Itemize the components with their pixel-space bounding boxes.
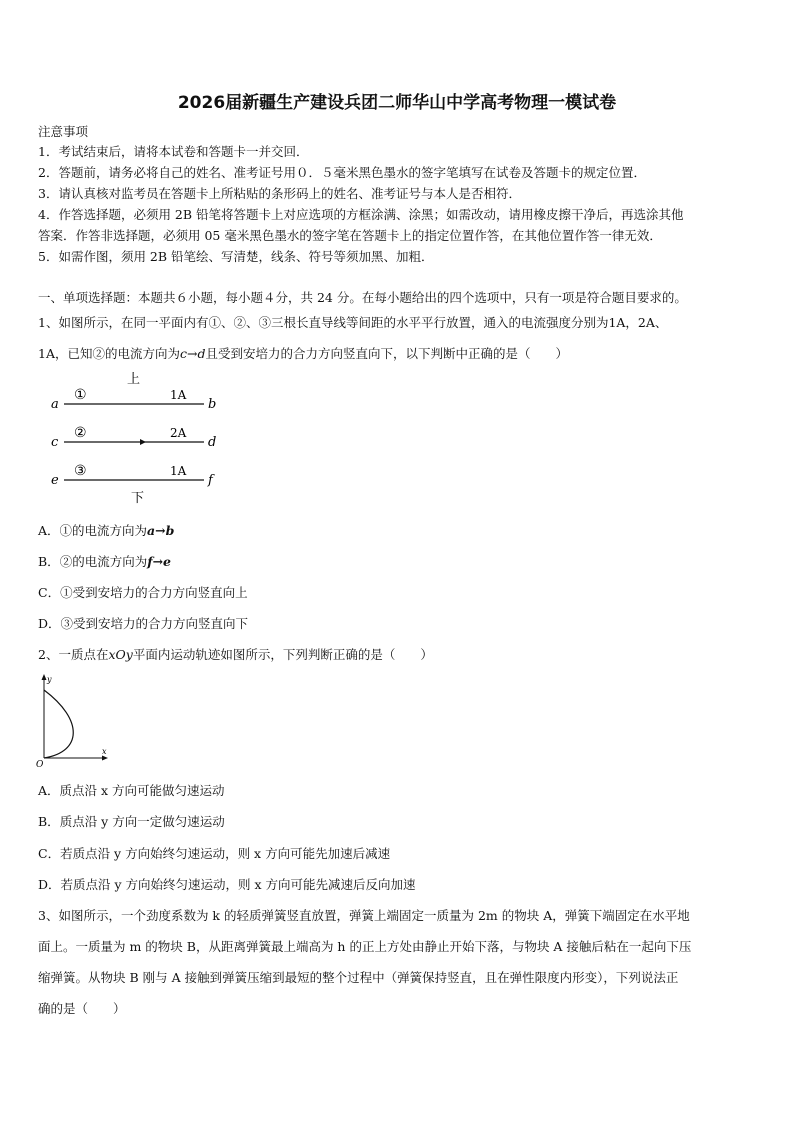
wire-3-left-label: e bbox=[51, 473, 59, 488]
q1-option-b bbox=[38, 552, 171, 570]
q1-stem-variable: c→d bbox=[179, 346, 206, 361]
q2-stem-variable: xOy bbox=[108, 647, 133, 662]
q2-option-b bbox=[38, 812, 225, 830]
q2-option-c bbox=[38, 844, 390, 862]
option-label: B． bbox=[38, 554, 60, 569]
q2-option-d bbox=[38, 875, 416, 893]
trajectory-curve bbox=[44, 690, 73, 758]
y-axis-arrow-icon bbox=[42, 674, 47, 680]
wire-1-right-label: b bbox=[208, 397, 217, 412]
q1-stem-text: 且受到安培力的合力方向竖直向下，以下判断中正确的是（ ） bbox=[205, 346, 568, 361]
option-variable: a→b bbox=[147, 523, 175, 538]
q1-stem-text: 1A，已知②的电流方向为 bbox=[38, 346, 180, 361]
wire-3-number: ③ bbox=[74, 463, 87, 479]
wire-1-left-label: a bbox=[51, 397, 59, 412]
option-label: B． bbox=[38, 814, 60, 829]
wire-2-current: 2A bbox=[170, 426, 187, 440]
option-label: D． bbox=[38, 877, 61, 892]
notice-item: 5．如需作图，须用 2B 铅笔绘、写清楚，线条、符号等须加黑、加粗． bbox=[38, 249, 434, 264]
option-text: 若质点沿 y 方向始终匀速运动，则 x 方向可能先减速后反向加速 bbox=[60, 877, 416, 892]
q1-option-d bbox=[38, 614, 248, 632]
q2-stem bbox=[38, 645, 433, 663]
wire-1-number: ① bbox=[74, 387, 87, 403]
option-text: ②的电流方向为 bbox=[59, 554, 148, 569]
q1-wire-figure bbox=[44, 366, 234, 506]
q2-option-a bbox=[38, 781, 225, 799]
wire-3-current: 1A bbox=[170, 464, 187, 478]
figure-label-bottom: 下 bbox=[131, 491, 145, 506]
q2-stem-text: 平面内运动轨迹如图所示，下列判断正确的是（ ） bbox=[132, 647, 433, 662]
q3-stem-line: 面上。一质量为 m 的物块 B，从距离弹簧最上端高为 h 的正上方处由静止开始下落，与物块 A 接触后粘在一起向下压 bbox=[38, 939, 692, 954]
notice-item: 答案．作答非选择题，必须用 05 毫米黑色墨水的签字笔在答题卡上的指定位置作答，在其他位置作答一律无效． bbox=[38, 228, 662, 243]
option-text: 质点沿 y 方向一定做匀速运动 bbox=[59, 814, 225, 829]
q1-option-c bbox=[38, 583, 248, 601]
option-label: C． bbox=[38, 585, 61, 600]
wire-1-current: 1A bbox=[170, 388, 187, 402]
option-text: 若质点沿 y 方向始终匀速运动，则 x 方向可能先加速后减速 bbox=[60, 846, 391, 861]
origin-label: O bbox=[36, 760, 44, 768]
option-text: ③受到安培力的合力方向竖直向下 bbox=[60, 616, 249, 631]
q3-stem-line: 缩弹簧。从物块 B 刚与 A 接触到弹簧压缩到最短的整个过程中（弹簧保持竖直，且在弹性限度内形变），下列说法正 bbox=[38, 970, 679, 985]
option-text: 质点沿 x 方向可能做匀速运动 bbox=[59, 783, 225, 798]
option-label: A． bbox=[38, 523, 60, 538]
q3-stem-line: 确的是（ ） bbox=[38, 1001, 126, 1016]
option-text: ①的电流方向为 bbox=[59, 523, 148, 538]
x-axis-arrow-icon bbox=[102, 756, 108, 761]
section-heading: 一、单项选择题：本题共６小题，每小题４分，共 24 分。在每小题给出的四个选项中，只有一项是符合题目要求的。 bbox=[38, 290, 687, 305]
q2-stem-text: 2、一质点在 bbox=[38, 647, 109, 662]
wire-2-number: ② bbox=[74, 425, 87, 441]
notice-heading: 注意事项 bbox=[38, 124, 89, 139]
q1-stem-line1: 1、如图所示，在同一平面内有①、②、③三根长直导线等间距的水平平行放置，通入的电流强度分别为1A，2A、 bbox=[38, 315, 668, 330]
q2-trajectory-figure bbox=[34, 672, 114, 768]
figure-label-top: 上 bbox=[127, 372, 141, 387]
notice-item: 3．请认真核对监考员在答题卡上所粘贴的条形码上的姓名、准考证号与本人是否相符． bbox=[38, 186, 521, 201]
page-title: 2026届新疆生产建设兵团二师华山中学高考物理一模试卷 bbox=[177, 93, 617, 113]
q3-stem-line: 3、如图所示，一个劲度系数为 k 的轻质弹簧竖直放置，弹簧上端固定一质量为 2m 的物块 A，弹簧下端固定在水平地 bbox=[38, 908, 690, 923]
y-axis-label: y bbox=[47, 675, 52, 684]
option-text: ①受到安培力的合力方向竖直向上 bbox=[60, 585, 248, 600]
option-label: A． bbox=[38, 783, 60, 798]
notice-item: 4．作答选择题，必须用 2B 铅笔将答题卡上对应选项的方框涂满、涂黑；如需改动，请用橡皮擦干净后，再选涂其他 bbox=[38, 207, 684, 222]
notice-item: 2．答题前，请务必将自己的姓名、准考证号用０．５毫米黑色墨水的签字笔填写在试卷及答题卡的规定位置． bbox=[38, 165, 646, 180]
wire-2-left-label: c bbox=[51, 435, 59, 450]
q1-option-a bbox=[38, 521, 174, 539]
option-label: D． bbox=[38, 616, 61, 631]
current-arrow-icon bbox=[140, 439, 146, 445]
x-axis-label: x bbox=[102, 747, 107, 756]
wire-2-right-label: d bbox=[208, 435, 217, 450]
q1-stem-line2 bbox=[38, 344, 568, 362]
option-variable: f→e bbox=[147, 554, 172, 569]
wire-3-right-label: f bbox=[208, 473, 213, 488]
option-label: C． bbox=[38, 846, 61, 861]
notice-item: 1．考试结束后，请将本试卷和答题卡一并交回． bbox=[38, 144, 309, 159]
